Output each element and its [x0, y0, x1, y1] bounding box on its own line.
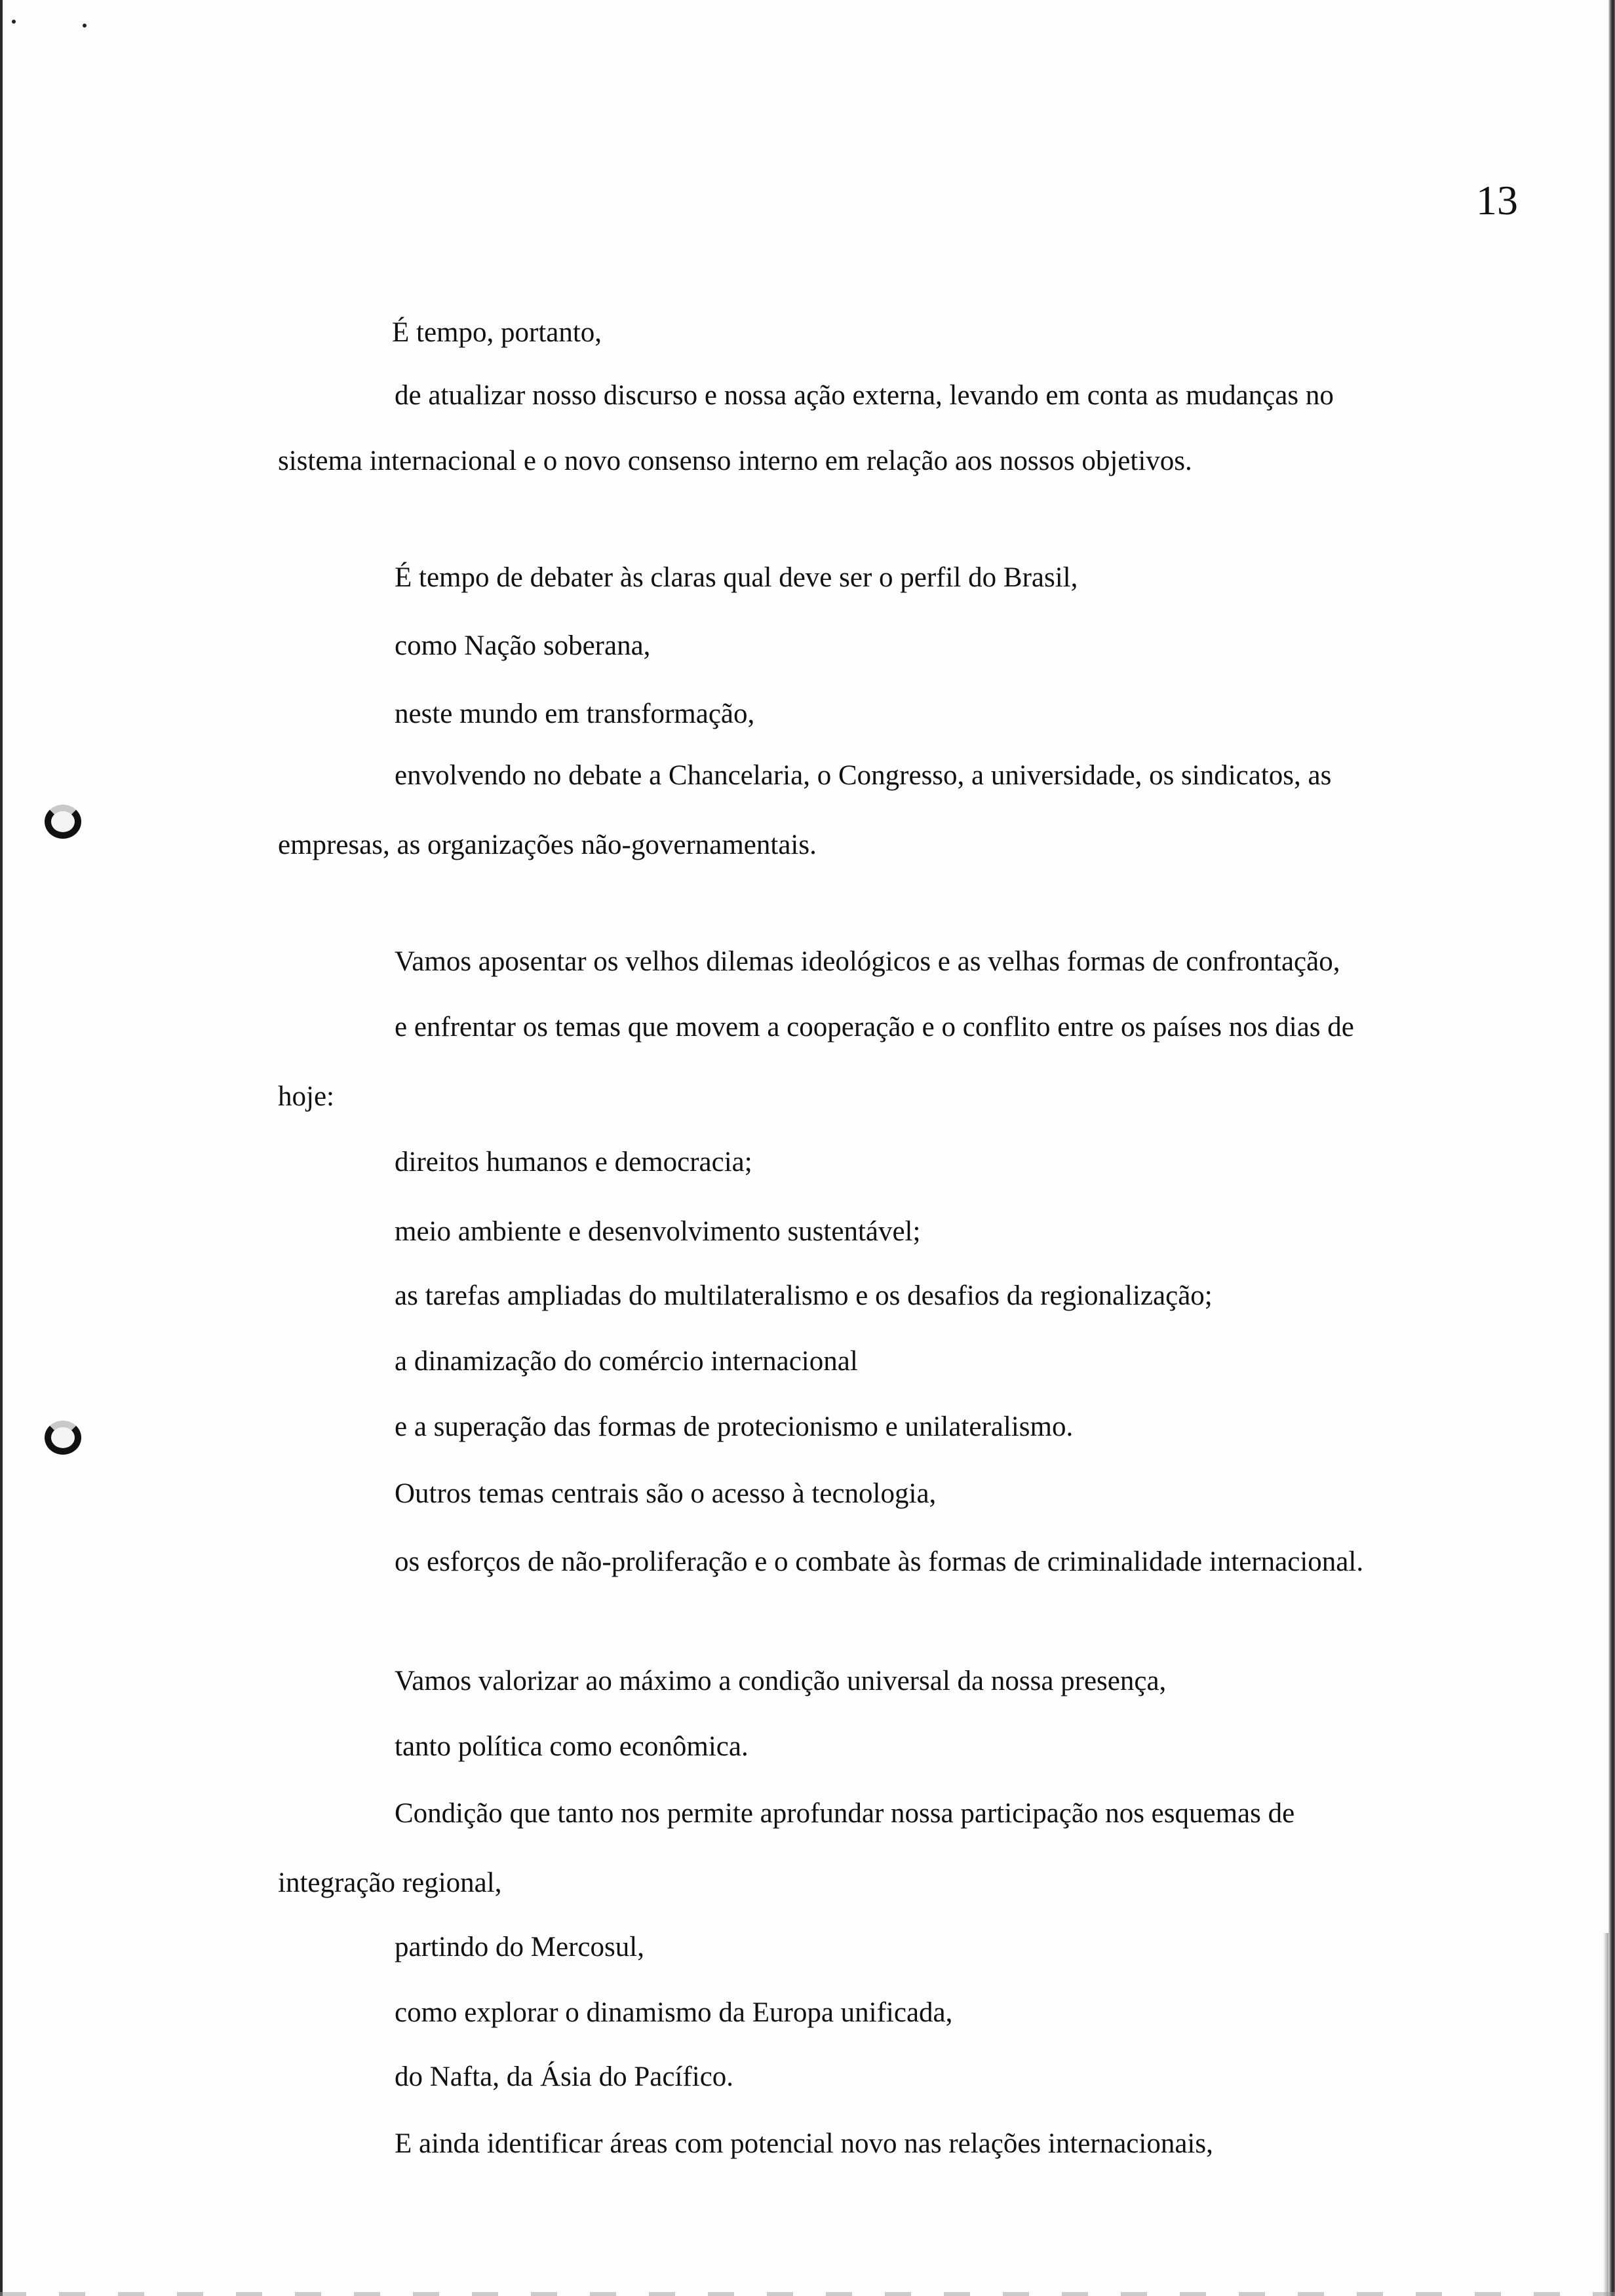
punch-hole-icon: [45, 805, 81, 839]
text-line: os esforços de não-proliferação e o combate às formas de criminalidade internacional.: [395, 1546, 1364, 1577]
text-line: a dinamização do comércio internacional: [395, 1346, 858, 1377]
scan-left-edge: [0, 0, 3, 2296]
scan-speck: [83, 24, 87, 28]
scan-speck: [12, 20, 16, 24]
text-line: e enfrentar os temas que movem a cooperação e o conflito entre os países nos dias de: [395, 1012, 1354, 1043]
scan-right-edge: [1608, 0, 1615, 2296]
punch-hole-icon: [45, 1421, 81, 1455]
text-line: meio ambiente e desenvolvimento sustentável;: [395, 1216, 921, 1247]
text-line: Outros temas centrais são o acesso à tecnologia,: [395, 1478, 937, 1509]
text-line: partindo do Mercosul,: [395, 1932, 644, 1962]
text-line: integração regional,: [278, 1867, 502, 1898]
scan-edge-shadow: [1603, 1933, 1608, 2296]
text-line: Vamos valorizar ao máximo a condição universal da nossa presença,: [395, 1666, 1167, 1696]
text-line: hoje:: [278, 1081, 334, 1112]
text-line: Condição que tanto nos permite aprofundar nossa participação nos esquemas de: [395, 1798, 1295, 1829]
text-line: e a superação das formas de protecionismo e unilateralismo.: [395, 1411, 1074, 1442]
text-line: É tempo de debater às claras qual deve ser o perfil do Brasil,: [395, 562, 1078, 593]
text-line: E ainda identificar áreas com potencial novo nas relações internacionais,: [395, 2128, 1213, 2159]
text-line: Vamos aposentar os velhos dilemas ideológicos e as velhas formas de confrontação,: [395, 946, 1340, 977]
text-line: envolvendo no debate a Chancelaria, o Congresso, a universidade, os sindicatos, as: [395, 760, 1332, 791]
text-line: tanto política como econômica.: [395, 1731, 749, 1762]
text-line: como Nação soberana,: [395, 630, 651, 661]
text-line: do Nafta, da Ásia do Pacífico.: [395, 2061, 734, 2092]
text-line: empresas, as organizações não-governamentais.: [278, 830, 817, 860]
text-line: É tempo, portanto,: [392, 317, 602, 348]
text-line: como explorar o dinamismo da Europa unificada,: [395, 1997, 953, 2028]
page-number: 13: [1476, 177, 1518, 223]
text-line: sistema internacional e o novo consenso interno em relação aos nossos objetivos.: [278, 446, 1192, 476]
text-line: direitos humanos e democracia;: [395, 1147, 752, 1177]
text-line: neste mundo em transformação,: [395, 698, 755, 729]
scan-bottom-artifact: [0, 2292, 1615, 2296]
text-line: de atualizar nosso discurso e nossa ação externa, levando em conta as mudanças no: [395, 380, 1334, 411]
text-line: as tarefas ampliadas do multilateralismo e os desafios da regionalização;: [395, 1280, 1213, 1311]
